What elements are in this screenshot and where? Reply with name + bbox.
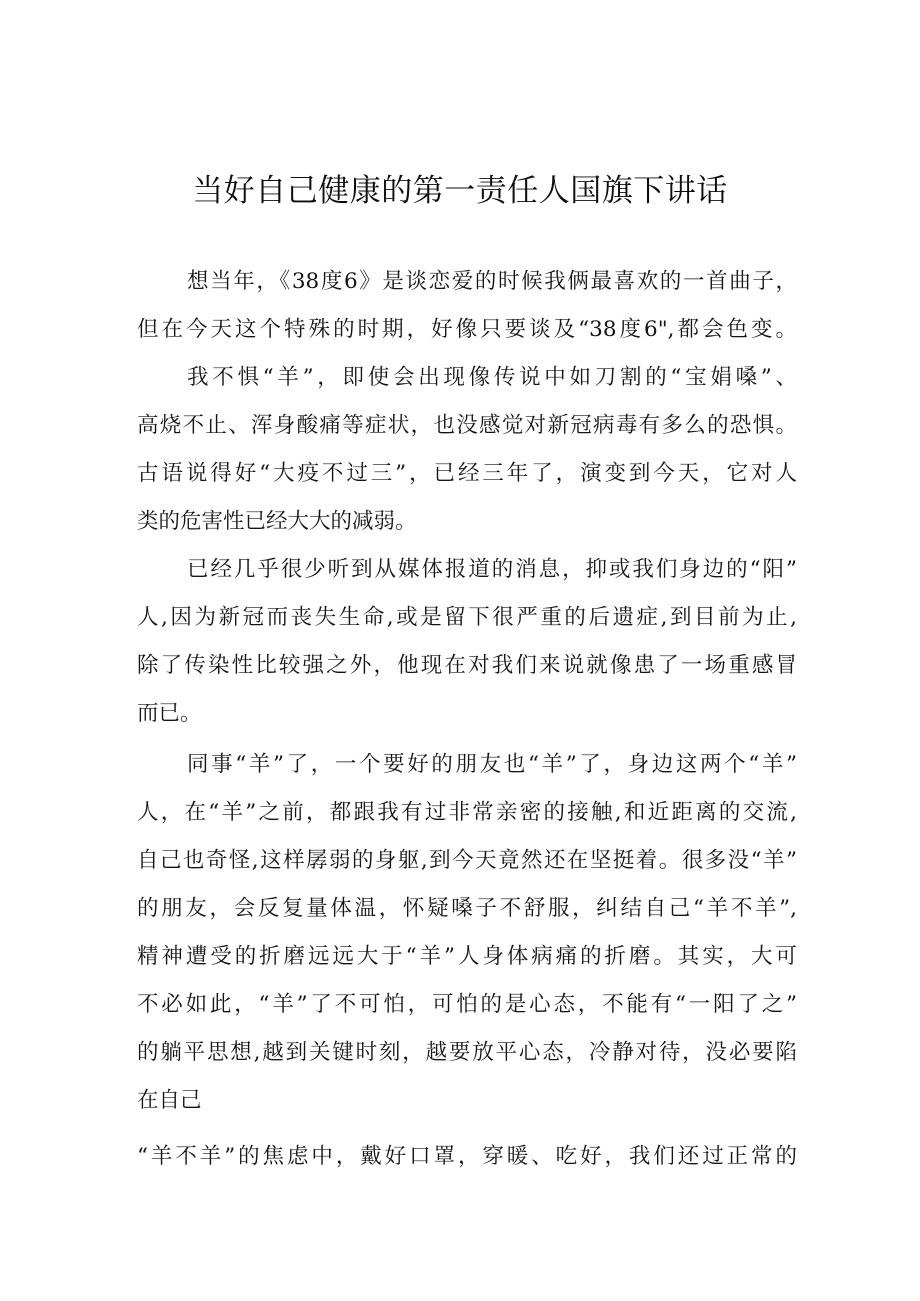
paragraph-2-line-4: 类的危害性已经大大的减弱。 — [137, 509, 417, 534]
paragraph-4-line-7: 的躺平思想,越到关键时刻，越要放平心态，冷静对待，没必要陷 — [137, 1040, 797, 1065]
paragraph-3-line-4: 而已。 — [137, 701, 202, 726]
paragraph-4-line-3: 自己也奇怪,这样孱弱的身躯,到今天竟然还在坚挺着。很多没“羊” — [137, 848, 797, 873]
paragraph-3-line-3: 除了传染性比较强之外，他现在对我们来说就像患了一场重感冒 — [137, 653, 797, 678]
paragraph-4-line-4: 的朋友，会反复量体温，怀疑嗓子不舒服，纠结自己“羊不羊”, — [137, 896, 797, 921]
paragraph-4-line-6: 不必如此，“羊”了不可怕，可怕的是心态，不能有“一阳了之” — [137, 992, 797, 1017]
paragraph-4-line-2: 人，在“羊”之前，都跟我有过非常亲密的接触,和近距离的交流, — [137, 800, 797, 825]
paragraph-1-line-1: 想当年，《38度6》是谈恋爱的时候我俩最喜欢的一首曲子， — [187, 269, 797, 294]
paragraph-3-line-2: 人,因为新冠而丧失生命,或是留下很严重的后遗症,到目前为止, — [137, 605, 797, 630]
paragraph-3-line-1: 已经几乎很少听到从媒体报道的消息，抑或我们身边的“阳” — [187, 557, 797, 582]
paragraph-1-line-2: 但在今天这个特殊的时期，好像只要谈及“38度6",都会色变。 — [137, 317, 797, 342]
paragraph-4-line-5: 精神遭受的折磨远远大于“羊”人身体病痛的折磨。其实，大可 — [137, 944, 797, 969]
paragraph-2-line-1: 我不惧“羊”，即使会出现像传说中如刀割的“宝娟嗓”、 — [187, 365, 797, 390]
document-title: 当好自己健康的第一责任人国旗下讲话 — [192, 173, 728, 209]
paragraph-4-line-1: 同事“羊”了，一个要好的朋友也“羊”了，身边这两个“羊” — [187, 752, 797, 777]
paragraph-2-line-2: 高烧不止、浑身酸痛等症状，也没感觉对新冠病毒有多么的恐惧。 — [137, 413, 797, 438]
paragraph-5-line-1: “羊不羊”的焦虑中，戴好口罩，穿暖、吃好，我们还过正常的 — [137, 1144, 797, 1169]
paragraph-4-line-8: 在自己 — [137, 1088, 202, 1113]
paragraph-2-line-3: 古语说得好“大疫不过三”，已经三年了，演变到今天，它对人 — [137, 461, 797, 486]
